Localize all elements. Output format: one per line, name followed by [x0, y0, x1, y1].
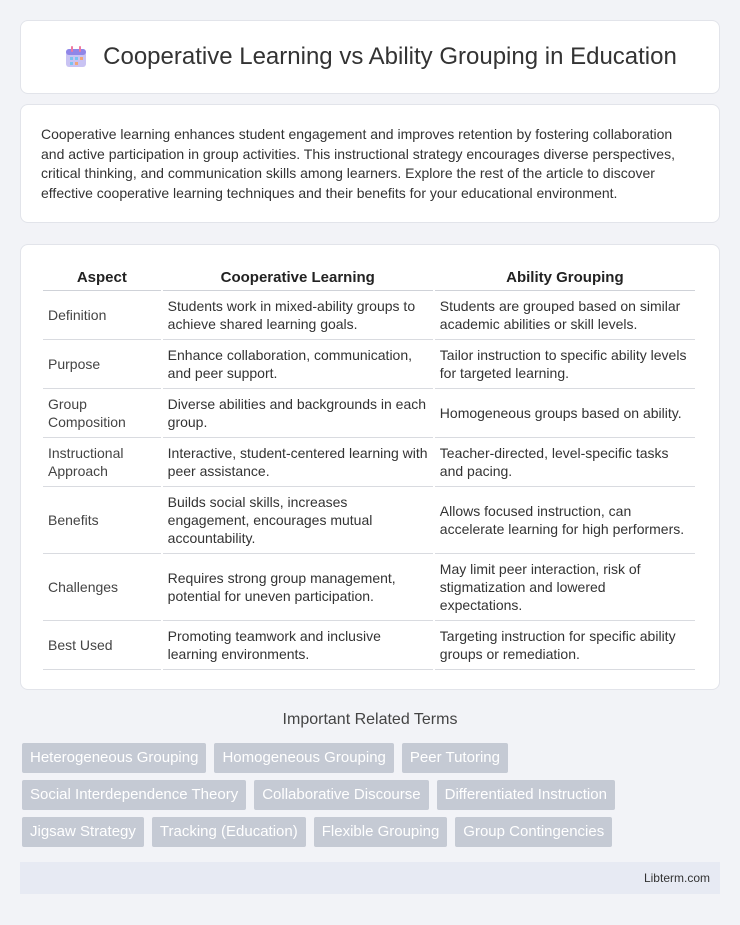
ability-cell: Allows focused instruction, can accelerate learning for high performers.	[435, 487, 695, 554]
ability-cell: Students are grouped based on similar academic abilities or skill levels.	[435, 291, 695, 340]
tag-peer-tutoring[interactable]: Peer Tutoring	[402, 743, 508, 773]
table-row	[43, 389, 695, 438]
aspect-cell: Challenges	[43, 554, 161, 621]
tag-row	[22, 780, 722, 810]
related-terms-title: Important Related Terms	[282, 711, 458, 728]
tag-row	[22, 743, 722, 773]
cooperative-cell: Promoting teamwork and inclusive learning environments.	[163, 621, 433, 670]
cooperative-cell: Builds social skills, increases engagement, encourages mutual accountability.	[163, 487, 433, 554]
tag-heterogeneous-grouping[interactable]: Heterogeneous Grouping	[22, 743, 206, 773]
table-row	[43, 291, 695, 340]
page-title: Cooperative Learning vs Ability Grouping in Education	[103, 43, 677, 70]
aspect-cell: Group Composition	[43, 389, 161, 438]
tag-group-contingencies[interactable]: Group Contingencies	[455, 817, 612, 847]
related-terms	[22, 743, 722, 854]
ability-cell: Teacher-directed, level-specific tasks and pacing.	[435, 438, 695, 487]
table-row	[43, 438, 695, 487]
tag-social-interdependence-theory[interactable]: Social Interdependence Theory	[22, 780, 246, 810]
calendar-icon	[63, 44, 89, 70]
intro-text: Cooperative learning enhances student engagement and improves retention by fostering collaboration and active participation in group activities. This instructional strategy encourages diverse perspectives, critical thinking, and communication skills among learners. Explore the rest of the article to discover effective cooperative learning techniques and their benefits for your educational environment.	[41, 126, 675, 201]
aspect-cell: Definition	[43, 291, 161, 340]
tag-homogeneous-grouping[interactable]: Homogeneous Grouping	[214, 743, 393, 773]
aspect-cell: Instructional Approach	[43, 438, 161, 487]
cooperative-cell: Students work in mixed-ability groups to achieve shared learning goals.	[163, 291, 433, 340]
tag-collaborative-discourse[interactable]: Collaborative Discourse	[254, 780, 428, 810]
footer-link[interactable]: Libterm.com	[643, 871, 710, 885]
footer	[20, 862, 720, 894]
table-row	[43, 340, 695, 389]
ability-cell: May limit peer interaction, risk of stigmatization and lowered expectations.	[435, 554, 695, 621]
cooperative-cell: Enhance collaboration, communication, and peer support.	[163, 340, 433, 389]
header-aspect: Aspect	[43, 263, 161, 291]
aspect-cell: Purpose	[43, 340, 161, 389]
cooperative-cell: Interactive, student-centered learning with peer assistance.	[163, 438, 433, 487]
intro-card	[20, 104, 720, 223]
cooperative-cell: Requires strong group management, potential for uneven participation.	[163, 554, 433, 621]
comparison-table	[41, 263, 697, 670]
aspect-cell: Benefits	[43, 487, 161, 554]
ability-cell: Homogeneous groups based on ability.	[435, 389, 695, 438]
comparison-card	[20, 244, 720, 690]
tag-row	[22, 817, 722, 847]
tag-flexible-grouping[interactable]: Flexible Grouping	[314, 817, 448, 847]
table-row	[43, 554, 695, 621]
tag-differentiated-instruction[interactable]: Differentiated Instruction	[437, 780, 615, 810]
table-row	[43, 487, 695, 554]
table-row	[43, 621, 695, 670]
header-cooperative: Cooperative Learning	[163, 263, 433, 291]
cooperative-cell: Diverse abilities and backgrounds in each group.	[163, 389, 433, 438]
tag-jigsaw-strategy[interactable]: Jigsaw Strategy	[22, 817, 144, 847]
aspect-cell: Best Used	[43, 621, 161, 670]
ability-cell: Tailor instruction to specific ability levels for targeted learning.	[435, 340, 695, 389]
header-ability: Ability Grouping	[435, 263, 695, 291]
header-card	[20, 20, 720, 94]
ability-cell: Targeting instruction for specific ability groups or remediation.	[435, 621, 695, 670]
tag-tracking-education[interactable]: Tracking (Education)	[152, 817, 306, 847]
